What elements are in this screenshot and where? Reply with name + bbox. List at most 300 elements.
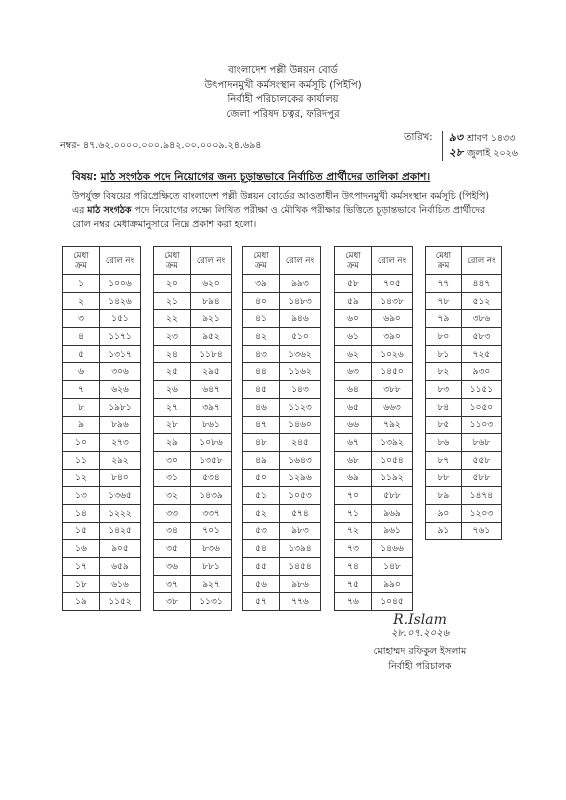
- table-row: [426, 363, 502, 381]
- merit-rank-cell: ২৭: [154, 398, 191, 416]
- office-name: নির্বাহী পরিচালকের কার্যালয়: [227, 94, 339, 105]
- table-row: [426, 504, 502, 522]
- merit-header-line1: মেধা: [435, 250, 452, 261]
- merit-rank-cell: ১৮: [63, 575, 100, 593]
- merit-rank-cell: ২৯: [154, 434, 191, 452]
- merit-rank-cell: ৫৫: [243, 558, 280, 576]
- roll-number-cell: ৮৬১: [191, 416, 232, 434]
- merit-rank-cell: ৫১: [243, 487, 280, 505]
- table-row: [335, 522, 413, 540]
- merit-rank-cell: ৫৪: [243, 540, 280, 558]
- roll-number-cell: ৩৯৭: [191, 398, 232, 416]
- merit-rank-cell: ৬৩: [335, 363, 372, 381]
- table-row: [243, 469, 321, 487]
- table-row: [243, 575, 321, 593]
- roll-number-cell: ৯০৫: [100, 540, 141, 558]
- merit-header-line1: মেধা: [73, 250, 89, 261]
- merit-rank-cell: ২৬: [154, 381, 191, 399]
- roll-number-cell: ১০৫৩: [280, 487, 321, 505]
- merit-rank-cell: ৪৬: [243, 398, 280, 416]
- table-row: [63, 540, 141, 558]
- merit-rank-cell: ১৭: [63, 558, 100, 576]
- roll-number-cell: ১৪৩৯: [191, 487, 232, 505]
- subject-line: [72, 170, 430, 187]
- signatory-name: মোহাম্মদ রফিকুল ইসলাম: [373, 646, 467, 657]
- table-row: [63, 398, 141, 416]
- roll-number-cell: ৫৮৮: [461, 469, 501, 487]
- table-row: [154, 416, 232, 434]
- roll-number-cell: ৬২৬: [100, 381, 141, 399]
- merit-rank-cell: ৭২: [335, 522, 372, 540]
- merit-rank-cell: ৭৫: [335, 575, 372, 593]
- roll-number-cell: ৯৮৬: [280, 575, 321, 593]
- roll-number-cell: ৮৪০: [100, 469, 141, 487]
- merit-rank-cell: ৩৩: [154, 504, 191, 522]
- signatory-title: নির্বাহী পরিচালক: [388, 661, 452, 672]
- roll-number-cell: ৯৫২: [191, 328, 232, 346]
- table-row: [154, 575, 232, 593]
- table-row: [154, 310, 232, 328]
- roll-number-cell: ১০২৬: [372, 345, 413, 363]
- table-row: [335, 434, 413, 452]
- roll-number-cell: ২৪৫: [280, 434, 321, 452]
- table-row: [426, 292, 502, 310]
- merit-rank-cell: ২২: [154, 310, 191, 328]
- table-row: [426, 522, 502, 540]
- merit-rank-cell: ৩৪: [154, 522, 191, 540]
- roll-number-cell: ১১২৩: [280, 398, 321, 416]
- body-part-2: পদে নিয়োগের লক্ষ্যে লিখিত পরীক্ষা ও মৌখিক পরীক্ষার ভিত্তিতে চূড়ান্তভাবে নির্বাচিত প্রার্থীদের রোল নম্বর মেধাক্রমানুসারে নিম্নে প্রকাশ করা হলো।: [72, 205, 486, 230]
- roll-number-cell: ১৪৩৮: [372, 292, 413, 310]
- table-row: [63, 275, 141, 293]
- merit-rank-cell: ১২: [63, 469, 100, 487]
- merit-header-line2: ক্রম: [75, 260, 87, 271]
- table-row: [335, 292, 413, 310]
- merit-rank-cell: ৪১: [243, 310, 280, 328]
- merit-table: [334, 246, 413, 611]
- table-row: [154, 451, 232, 469]
- merit-rank-cell: ৬২: [335, 345, 372, 363]
- roll-number-cell: ১৪৭৪: [461, 487, 501, 505]
- roll-number-cell: ১৩৯২: [372, 434, 413, 452]
- table-row: [63, 310, 141, 328]
- merit-rank-cell: ৩০: [154, 451, 191, 469]
- gregorian-date: [449, 146, 518, 161]
- merit-rank-cell: ২৪: [154, 345, 191, 363]
- table-row: [243, 487, 321, 505]
- merit-rank-cell: ৬১: [335, 328, 372, 346]
- table-row: [63, 504, 141, 522]
- roll-number-cell: ৭৯২: [372, 416, 413, 434]
- table-row: [243, 345, 321, 363]
- bangla-month-year: শ্রাবণ ১৪৩৩: [466, 133, 516, 144]
- roll-number-cell: ১১০৩: [461, 416, 501, 434]
- merit-rank-cell: ৫৩: [243, 522, 280, 540]
- merit-rank-cell: ৫৯: [335, 292, 372, 310]
- merit-rank-cell: ৪৩: [243, 345, 280, 363]
- roll-number-cell: ১০৪৫: [372, 593, 413, 611]
- table-row: [63, 416, 141, 434]
- table-header-row: [426, 247, 502, 275]
- table-row: [335, 328, 413, 346]
- table-row: [426, 381, 502, 399]
- merit-rank-cell: ৯১: [426, 522, 462, 540]
- table-row: [335, 469, 413, 487]
- merit-header-line1: মেধা: [345, 250, 361, 261]
- table-row: [426, 275, 502, 293]
- roll-number-cell: ১৪৩: [280, 381, 321, 399]
- table-row: [243, 593, 321, 611]
- table-row: [426, 469, 502, 487]
- merit-column-header: [335, 247, 372, 275]
- roll-number-cell: ১৩১৭: [100, 345, 141, 363]
- roll-number-cell: ১২৯৬: [280, 469, 321, 487]
- merit-rank-cell: ২১: [154, 292, 191, 310]
- merit-rank-cell: ৮: [63, 398, 100, 416]
- merit-rank-cell: ৮৩: [426, 381, 462, 399]
- subject-text: মাঠ সংগঠক পদে নিয়োগের জন্য চূড়ান্তভাবে নির্বাচিত প্রার্থীদের তালিকা প্রকাশ।: [100, 171, 431, 183]
- roll-number-cell: ৯৬১: [372, 522, 413, 540]
- roll-column-header: রোল নং: [100, 247, 141, 275]
- roll-column-header: রোল নং: [191, 247, 232, 275]
- merit-rank-cell: ৭৯: [426, 310, 462, 328]
- merit-rank-cell: ৭৭: [426, 275, 462, 293]
- merit-rank-cell: ৭১: [335, 504, 372, 522]
- merit-header-line2: ক্রম: [347, 260, 359, 271]
- roll-number-cell: ১৪২৫: [100, 522, 141, 540]
- merit-rank-cell: ৩: [63, 310, 100, 328]
- roll-number-cell: ৩৯০: [372, 328, 413, 346]
- merit-list-tables: [62, 246, 502, 608]
- merit-rank-cell: ৩১: [154, 469, 191, 487]
- table-row: [335, 363, 413, 381]
- table-row: [335, 558, 413, 576]
- table-row: [243, 292, 321, 310]
- table-row: [426, 416, 502, 434]
- roll-number-cell: ১৩৯৪: [280, 540, 321, 558]
- roll-number-cell: ৬১৬: [100, 575, 141, 593]
- merit-rank-cell: ১০: [63, 434, 100, 452]
- merit-rank-cell: ৪৯: [243, 451, 280, 469]
- roll-number-cell: ১৬৪৩: [280, 451, 321, 469]
- roll-number-cell: ১১৫১: [461, 381, 501, 399]
- merit-rank-cell: ৮০: [426, 328, 462, 346]
- merit-rank-cell: ৪৫: [243, 381, 280, 399]
- table-row: [154, 345, 232, 363]
- merit-rank-cell: ৩২: [154, 487, 191, 505]
- roll-number-cell: ১০৫৪: [372, 451, 413, 469]
- table-row: [335, 593, 413, 611]
- table-row: [63, 469, 141, 487]
- roll-number-cell: ১১৫২: [100, 593, 141, 611]
- table-row: [335, 310, 413, 328]
- office-address: জেলা পরিষদ চত্বর, ফরিদপুর: [226, 108, 340, 120]
- table-row: [426, 345, 502, 363]
- merit-rank-cell: ৮৫: [426, 416, 462, 434]
- merit-header-line2: ক্রম: [255, 260, 267, 271]
- roll-number-cell: ৯৬৯: [372, 504, 413, 522]
- table-row: [154, 328, 232, 346]
- table-row: [63, 345, 141, 363]
- roll-number-cell: ৬২০: [191, 275, 232, 293]
- roll-number-cell: ৯৮৩: [280, 522, 321, 540]
- table-row: [335, 381, 413, 399]
- merit-rank-cell: ৩৭: [154, 575, 191, 593]
- roll-number-cell: ৯২১: [191, 310, 232, 328]
- table-row: [243, 363, 321, 381]
- table-row: [243, 522, 321, 540]
- roll-number-cell: ২৯৫: [191, 363, 232, 381]
- roll-number-cell: ৯৪৬: [280, 310, 321, 328]
- merit-rank-cell: ৭৪: [335, 558, 372, 576]
- merit-rank-cell: ৯০: [426, 504, 462, 522]
- merit-rank-cell: ৭৩: [335, 540, 372, 558]
- reference-row: [60, 131, 518, 161]
- table-row: [63, 363, 141, 381]
- roll-number-cell: ৩৮৮: [372, 381, 413, 399]
- merit-rank-cell: ৫২: [243, 504, 280, 522]
- merit-rank-cell: ৪৭: [243, 416, 280, 434]
- merit-rank-cell: ৫৭: [243, 593, 280, 611]
- table-row: [243, 558, 321, 576]
- roll-number-cell: ৫৩৪: [191, 469, 232, 487]
- roll-number-cell: ৬৯০: [372, 310, 413, 328]
- table-row: [426, 328, 502, 346]
- roll-number-cell: ১৯৮১: [100, 398, 141, 416]
- body-bold-post: মাঠ সংগঠক: [87, 205, 132, 216]
- merit-rank-cell: ১৩: [63, 487, 100, 505]
- table-row: [154, 469, 232, 487]
- roll-number-cell: ৫৭৪: [280, 504, 321, 522]
- bangla-date: [449, 131, 518, 146]
- roll-number-cell: ১৩৫৮: [191, 451, 232, 469]
- merit-rank-cell: ৭৮: [426, 292, 462, 310]
- table-header-row: [335, 247, 413, 275]
- merit-rank-cell: ৫৬: [243, 575, 280, 593]
- table-row: [154, 275, 232, 293]
- table-row: [243, 504, 321, 522]
- table-header-row: [243, 247, 321, 275]
- merit-rank-cell: ৮৪: [426, 398, 462, 416]
- table-header-row: [63, 247, 141, 275]
- table-row: [63, 575, 141, 593]
- table-row: [154, 504, 232, 522]
- table-row: [154, 363, 232, 381]
- table-row: [243, 540, 321, 558]
- merit-rank-cell: ৬৪: [335, 381, 372, 399]
- merit-table: [153, 246, 232, 611]
- roll-number-cell: ১১৭১: [100, 328, 141, 346]
- subject-label: বিষয়:: [72, 171, 98, 183]
- roll-number-cell: ৮৩৬: [191, 540, 232, 558]
- table-row: [63, 558, 141, 576]
- table-row: [426, 434, 502, 452]
- roll-number-cell: ১৪৬০: [280, 416, 321, 434]
- body-part-1: উপর্যুক্ত বিষয়ের পরিপ্রেক্ষিতে বাংলাদেশ পল্লী উন্নয়ন বোর্ডের আওতাধীন উৎপাদনমুখী কর্মসংস্থান কর্মসূচি (পিইপি) এর: [72, 191, 490, 216]
- table-row: [63, 522, 141, 540]
- date-block: [404, 131, 518, 161]
- merit-rank-cell: ১৫: [63, 522, 100, 540]
- gregorian-month-year: জুলাই ২০২৬: [466, 148, 518, 159]
- merit-column-header: [63, 247, 100, 275]
- table-row: [243, 416, 321, 434]
- table-row: [335, 540, 413, 558]
- roll-number-cell: ১৪৮: [372, 558, 413, 576]
- merit-rank-cell: ৩৬: [154, 558, 191, 576]
- merit-rank-cell: ৪২: [243, 328, 280, 346]
- merit-header-line2: ক্রম: [166, 260, 178, 271]
- date-values: [442, 131, 518, 161]
- merit-table: [425, 246, 502, 540]
- roll-number-cell: ১৪৬৬: [372, 540, 413, 558]
- merit-rank-cell: ৬০: [335, 310, 372, 328]
- merit-rank-cell: ৪: [63, 328, 100, 346]
- roll-number-cell: ৭০৫: [372, 275, 413, 293]
- table-row: [63, 434, 141, 452]
- merit-rank-cell: ৫: [63, 345, 100, 363]
- roll-number-cell: ৫১২: [461, 292, 501, 310]
- merit-rank-cell: ৮৬: [426, 434, 462, 452]
- table-row: [426, 310, 502, 328]
- roll-number-cell: ১০০৬: [100, 275, 141, 293]
- body-paragraph: [72, 190, 502, 232]
- merit-column-header: [154, 247, 191, 275]
- table-row: [154, 487, 232, 505]
- roll-number-cell: ৭৬১: [461, 522, 501, 540]
- table-row: [243, 451, 321, 469]
- merit-rank-cell: ৮৭: [426, 451, 462, 469]
- merit-rank-cell: ৬: [63, 363, 100, 381]
- merit-rank-cell: ৬৫: [335, 398, 372, 416]
- table-row: [243, 381, 321, 399]
- table-row: [63, 381, 141, 399]
- merit-rank-cell: ৩৮: [154, 593, 191, 611]
- table-row: [243, 328, 321, 346]
- table-row: [63, 328, 141, 346]
- roll-number-cell: ৯৯০: [372, 575, 413, 593]
- merit-rank-cell: ৮১: [426, 345, 462, 363]
- merit-rank-cell: ১৬: [63, 540, 100, 558]
- signature-block: [360, 612, 480, 675]
- merit-rank-cell: ১৯: [63, 593, 100, 611]
- merit-header-line1: মেধা: [253, 250, 269, 261]
- merit-header-line1: মেধা: [164, 250, 180, 261]
- roll-number-cell: ১৫১: [100, 310, 141, 328]
- table-row: [243, 275, 321, 293]
- merit-rank-cell: ২৩: [154, 328, 191, 346]
- roll-number-cell: ১৩৬২: [280, 345, 321, 363]
- roll-number-cell: ৬৪৭: [191, 381, 232, 399]
- table-row: [154, 558, 232, 576]
- roll-number-cell: ২৯২: [100, 451, 141, 469]
- merit-rank-cell: ৫০: [243, 469, 280, 487]
- roll-number-cell: ১৩৬৫: [100, 487, 141, 505]
- roll-number-cell: ১৪২৬: [100, 292, 141, 310]
- merit-rank-cell: ৮৮: [426, 469, 462, 487]
- roll-number-cell: ১২২২: [100, 504, 141, 522]
- roll-number-cell: ৮৬৮: [461, 434, 501, 452]
- roll-number-cell: ৪৪৭: [461, 275, 501, 293]
- merit-rank-cell: ২৫: [154, 363, 191, 381]
- merit-rank-cell: ৪৮: [243, 434, 280, 452]
- bangla-day: ৯৩: [448, 131, 463, 144]
- roll-column-header: রোল নং: [372, 247, 413, 275]
- merit-rank-cell: ৭০: [335, 487, 372, 505]
- roll-number-cell: ৯৯৩: [280, 275, 321, 293]
- table-row: [63, 487, 141, 505]
- roll-number-cell: ১১৩১: [191, 593, 232, 611]
- roll-column-header: রোল নং: [461, 247, 501, 275]
- table-row: [154, 398, 232, 416]
- roll-number-cell: ১৪৮৩: [280, 292, 321, 310]
- roll-number-cell: ১০৮৬: [191, 434, 232, 452]
- roll-number-cell: ৭২৫: [461, 345, 501, 363]
- roll-number-cell: ৫৮৩: [461, 328, 501, 346]
- roll-number-cell: ৭৭৬: [280, 593, 321, 611]
- table-row: [243, 398, 321, 416]
- merit-rank-cell: ১১: [63, 451, 100, 469]
- program-name: উৎপাদনমুখী কর্মসংস্থান কর্মসূচি (পিইপি): [204, 79, 362, 91]
- merit-column-header: [426, 247, 462, 275]
- roll-number-cell: ৫৮৮: [372, 487, 413, 505]
- merit-rank-cell: ৩৫: [154, 540, 191, 558]
- table-row: [63, 593, 141, 611]
- table-row: [335, 487, 413, 505]
- roll-number-cell: ৭০১: [191, 522, 232, 540]
- org-name: বাংলাদেশ পল্লী উন্নয়ন বোর্ড: [228, 65, 338, 76]
- table-row: [154, 292, 232, 310]
- table-row: [335, 398, 413, 416]
- merit-rank-cell: ৬৯: [335, 469, 372, 487]
- roll-number-cell: ১৪৫০: [372, 363, 413, 381]
- merit-rank-cell: ১৪: [63, 504, 100, 522]
- merit-rank-cell: ১: [63, 275, 100, 293]
- merit-rank-cell: ৬৭: [335, 434, 372, 452]
- roll-number-cell: ৩৮৬: [461, 310, 501, 328]
- roll-number-cell: ১২০৩: [461, 504, 501, 522]
- merit-rank-cell: ২৮: [154, 416, 191, 434]
- table-row: [154, 522, 232, 540]
- merit-rank-cell: ৮২: [426, 363, 462, 381]
- roll-number-cell: ৮৮১: [191, 558, 232, 576]
- roll-number-cell: ৫১০: [280, 328, 321, 346]
- roll-number-cell: ৩০৬: [100, 363, 141, 381]
- table-row: [63, 451, 141, 469]
- table-row: [243, 434, 321, 452]
- merit-column-header: [243, 247, 280, 275]
- table-row: [335, 416, 413, 434]
- roll-number-cell: ৬৬৩: [372, 398, 413, 416]
- merit-rank-cell: ৭: [63, 381, 100, 399]
- roll-number-cell: ৬৫৯: [100, 558, 141, 576]
- roll-number-cell: ১০৫০: [461, 398, 501, 416]
- merit-table: [242, 246, 321, 611]
- roll-number-cell: ১১৬২: [280, 363, 321, 381]
- signature-date: ২৮.০৭.২০২৬: [390, 628, 450, 639]
- handwritten-signature: R.Islam: [393, 612, 447, 628]
- table-row: [426, 398, 502, 416]
- merit-rank-cell: ৪০: [243, 292, 280, 310]
- roll-number-cell: ৮৯৬: [100, 416, 141, 434]
- roll-column-header: রোল নং: [280, 247, 321, 275]
- table-row: [426, 451, 502, 469]
- merit-rank-cell: ৬৬: [335, 416, 372, 434]
- merit-header-line2: ক্রম: [437, 260, 450, 271]
- table-row: [335, 504, 413, 522]
- date-label: তারিখ:: [403, 132, 433, 143]
- merit-rank-cell: ৭৬: [335, 593, 372, 611]
- merit-table: [62, 246, 141, 611]
